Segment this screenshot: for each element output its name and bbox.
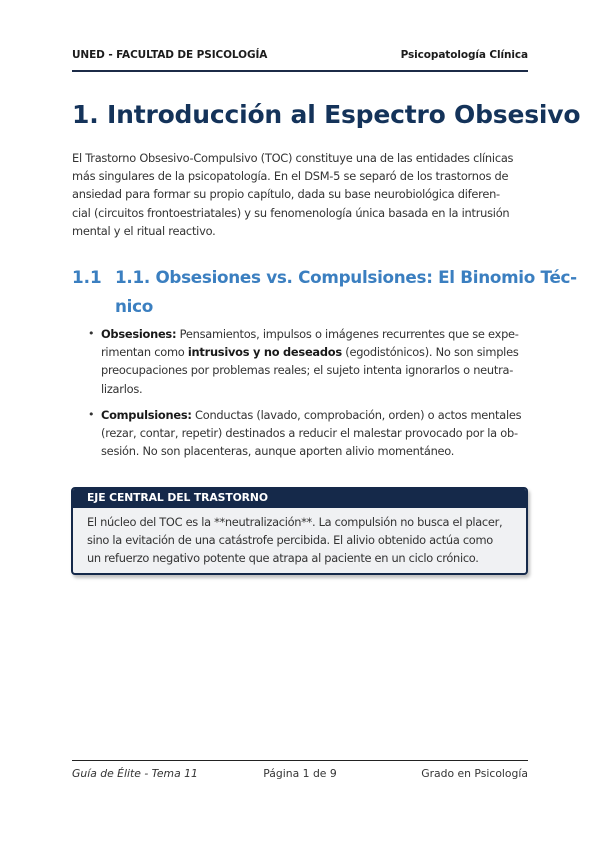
bullet-content (101, 406, 529, 461)
section-title-line: nico (115, 296, 153, 316)
footer-degree: Grado en Psicología (421, 767, 528, 780)
intro-line: El Trastorno Obsesivo-Compulsivo (TOC) constituye una de las entidades clínicas (72, 151, 514, 165)
callout-line: sino la evitación de una catástrofe percibida. El alivio obtenido actúa como (87, 533, 493, 548)
page-footer (72, 767, 528, 783)
bullet-line: (rezar, contar, repetir) destinados a reducir el malestar provocado por la ob- (101, 426, 518, 441)
header-divider (72, 70, 528, 72)
bullet-line (101, 406, 529, 424)
header-subject: Psicopatología Clínica (400, 49, 528, 61)
bullet-line: preocupaciones por problemas reales; el sujeto intenta ignorarlos o neutra- (101, 363, 514, 378)
callout-box (71, 487, 528, 575)
footer-guide: Guía de Élite - Tema 11 (72, 767, 198, 780)
callout-line: un refuerzo negativo potente que atrapa al paciente en un ciclo crónico. (87, 551, 479, 566)
bullet-icon: • (88, 408, 95, 421)
bullet-text: (egodistónicos). No son simples (341, 345, 519, 360)
callout-text (87, 513, 527, 568)
bullet-text: Conductas (lavado, comprobación, orden) o actos mentales (191, 408, 522, 422)
bullet-content (101, 325, 529, 398)
bullet-line (101, 343, 529, 361)
bullet-term: Obsesiones: (101, 327, 177, 341)
intro-line: mental y el ritual reactivo. (72, 223, 216, 238)
footer-divider (72, 760, 528, 761)
section-title-line: 1.1. Obsesiones vs. Compulsiones: El Binomio Téc- (115, 267, 577, 287)
intro-paragraph (72, 149, 528, 240)
section-title (115, 263, 577, 321)
page-header (72, 49, 528, 65)
bullet-text: rimentan como (101, 345, 188, 360)
bullet-text: Pensamientos, impulsos o imágenes recurrentes que se expe- (176, 327, 519, 341)
intro-line: ansiedad para formar su propio capítulo, dada su base neurobiológica diferen- (72, 187, 500, 202)
intro-line: cial (circuitos frontoestriatales) y su fenomenología única basada en la intrusión (72, 205, 510, 220)
bullet-line: sesión. No son placenteras, aunque aporten alivio momentáneo. (101, 444, 455, 459)
callout-header (73, 489, 526, 508)
section-number: 1.1 (72, 267, 102, 287)
bullet-emphasis: intrusivos y no deseados (187, 345, 342, 360)
page-number: Página 1 de 9 (263, 767, 337, 780)
page-title: 1. Introducción al Espectro Obsesivo (72, 100, 581, 129)
bullet-line (101, 325, 529, 343)
bullet-line: lizarlos. (101, 381, 143, 396)
callout-heading: EJE CENTRAL DEL TRASTORNO (87, 491, 268, 504)
intro-line: más singulares de la psicopatología. En el DSM-5 se separó de los trastornos de (72, 169, 509, 184)
header-institution: UNED - FACULTAD DE PSICOLOGÍA (72, 49, 268, 61)
bullet-icon: • (88, 327, 95, 340)
bullet-term: Compulsiones: (101, 408, 192, 422)
callout-line: El núcleo del TOC es la **neutralización**. La compulsión no busca el placer, (87, 515, 503, 529)
